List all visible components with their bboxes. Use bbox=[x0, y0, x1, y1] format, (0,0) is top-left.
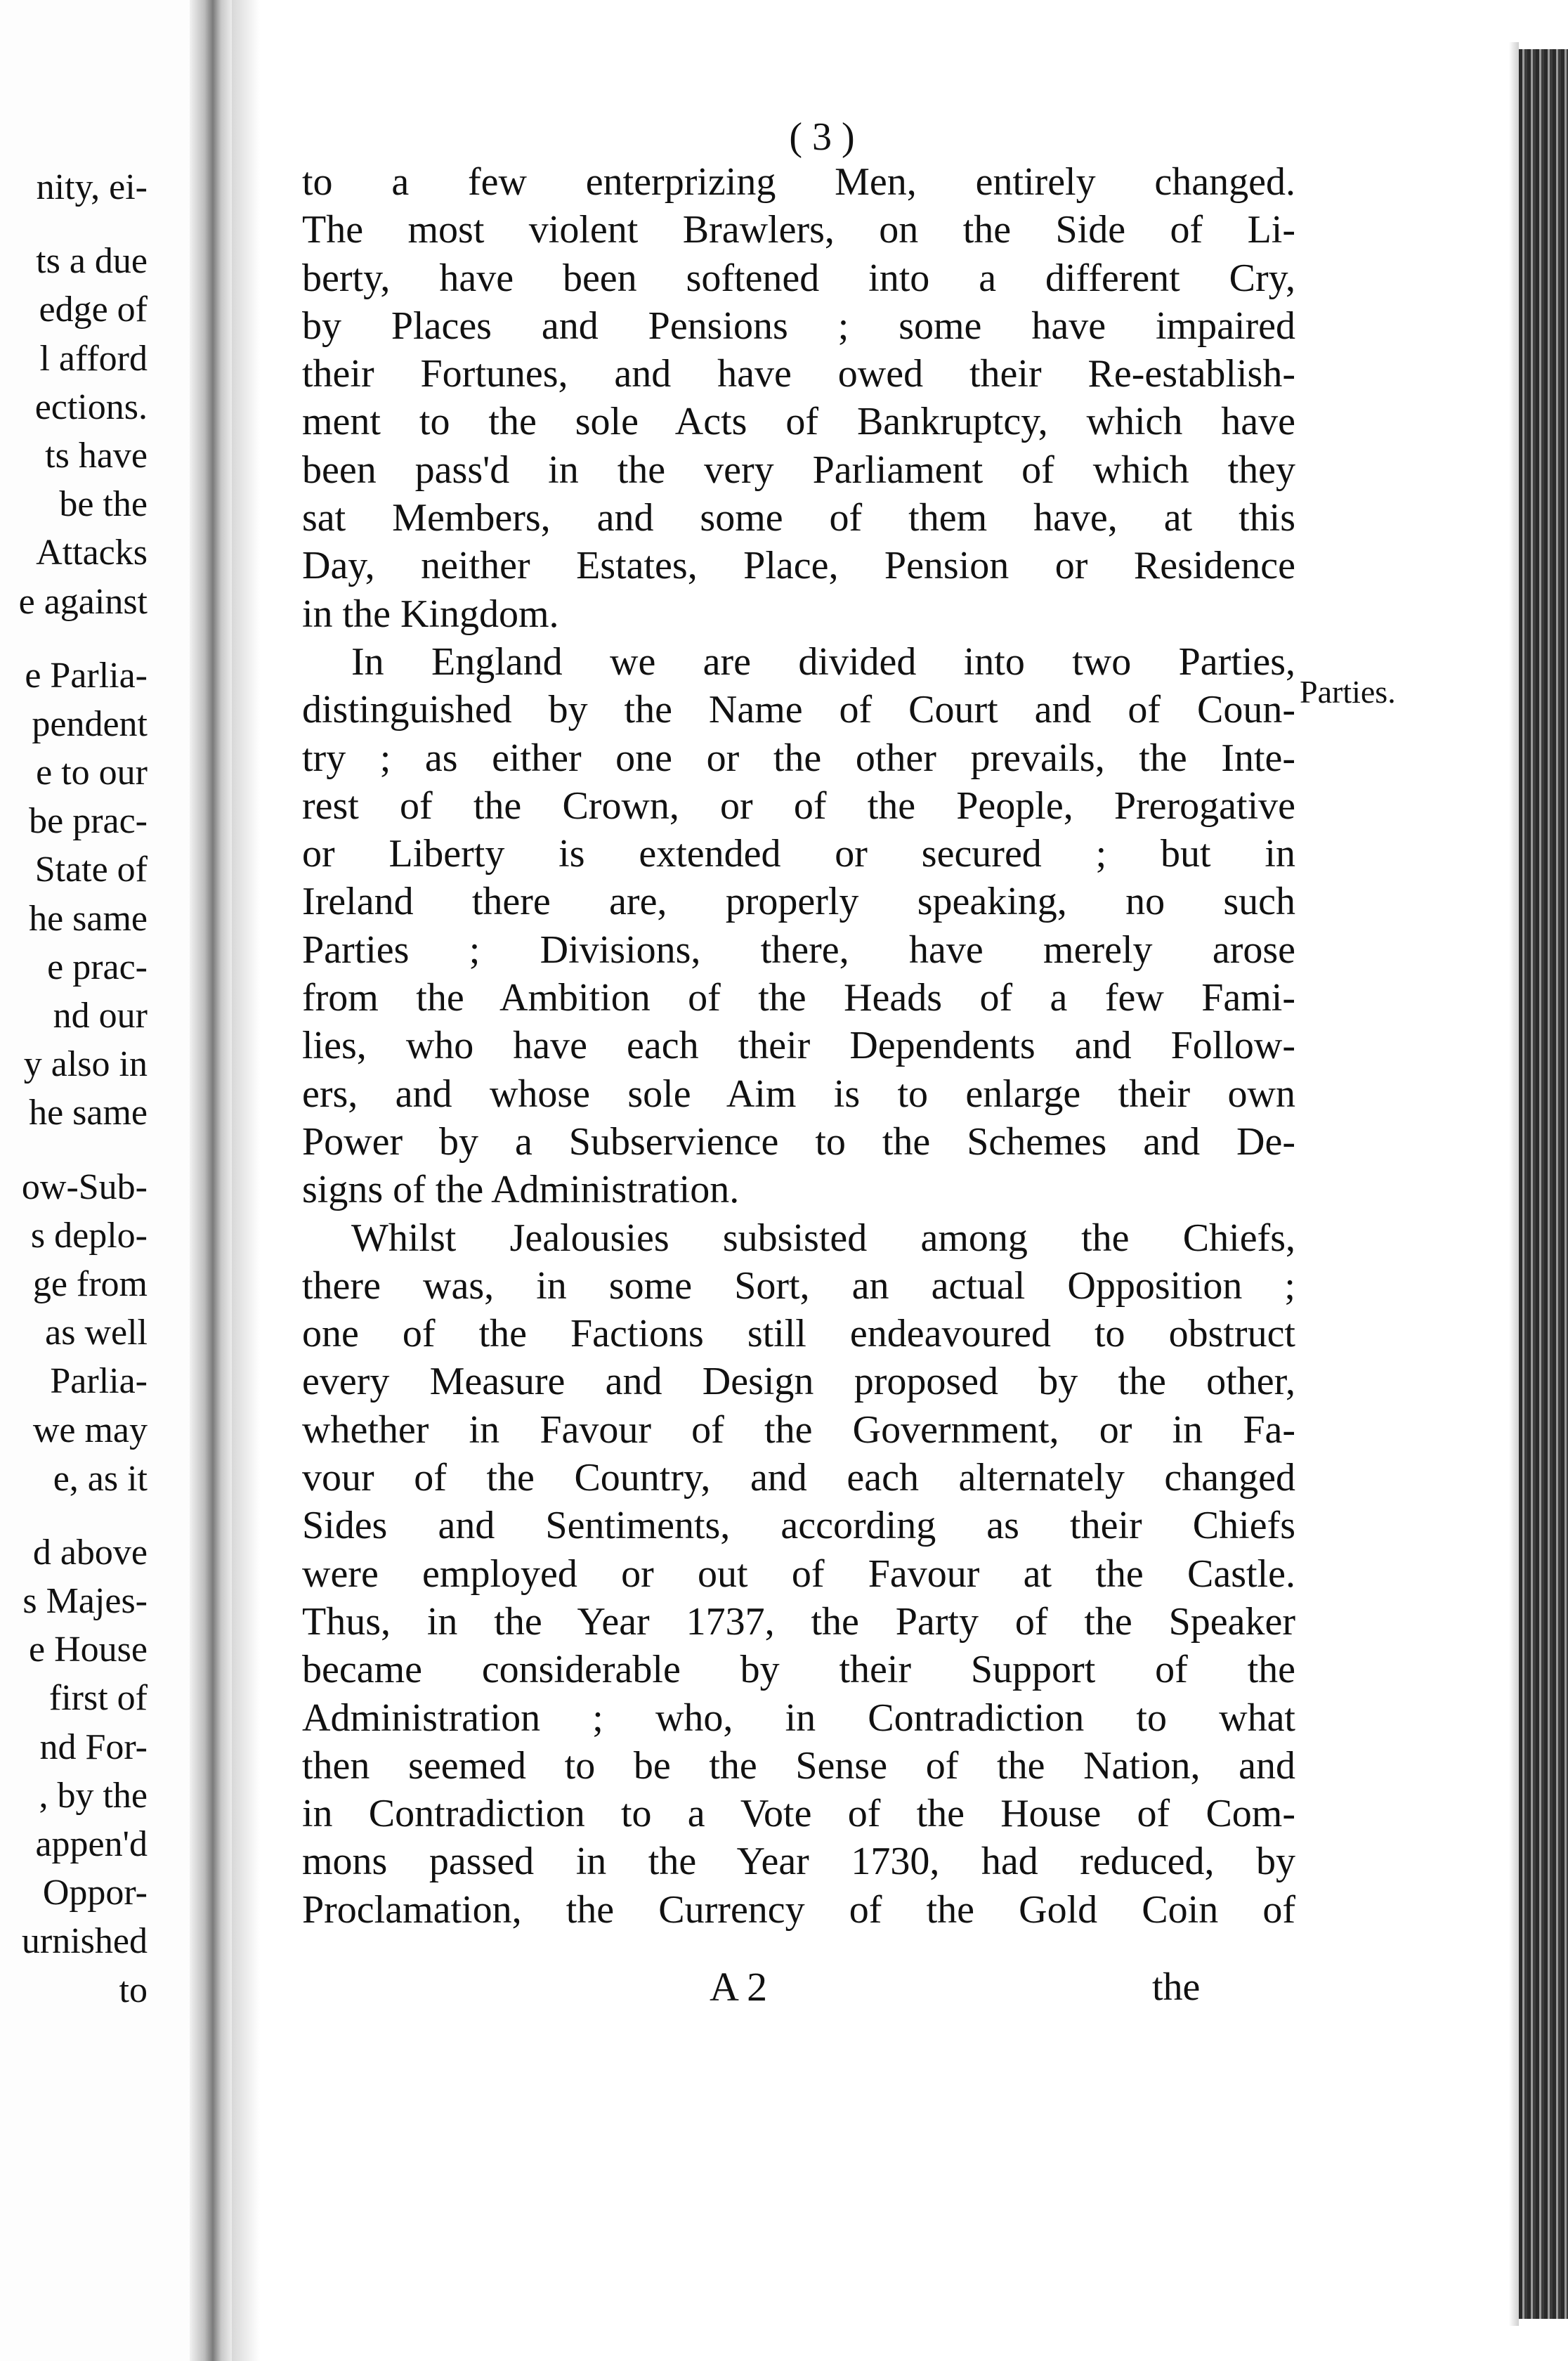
signature-mark: A 2 bbox=[710, 1964, 768, 2010]
text-line: to a few enterprizing Men, entirely changed. bbox=[302, 160, 1295, 204]
left-page-line: we may bbox=[32, 1410, 148, 1450]
left-page-line: pendent bbox=[32, 703, 148, 744]
page-fold-shadow bbox=[232, 0, 260, 2361]
text-line: lies, who have each their Dependents and Follow- bbox=[302, 1024, 1295, 1068]
text-line: Thus, in the Year 1737, the Party of the Speaker bbox=[302, 1599, 1295, 1644]
left-page-line: ow-Sub- bbox=[21, 1166, 148, 1207]
text-line: whether in Favour of the Government, or in Fa- bbox=[302, 1407, 1295, 1452]
left-page-line bbox=[0, 1503, 148, 1528]
text-line: or Liberty is extended or secured ; but in bbox=[302, 832, 1295, 876]
text-line: mons passed in the Year 1730, had reduced, by bbox=[302, 1840, 1295, 1884]
text-line: in the Kingdom. bbox=[302, 592, 559, 636]
text-line: Proclamation, the Currency of the Gold Coin of bbox=[302, 1887, 1295, 1932]
left-page-line: nd our bbox=[53, 996, 148, 1036]
left-page-line bbox=[0, 1138, 148, 1163]
text-line: ment to the sole Acts of Bankruptcy, which have bbox=[302, 400, 1295, 444]
left-page-line: as well bbox=[45, 1313, 148, 1353]
text-line: The most violent Brawlers, on the Side of Li- bbox=[302, 208, 1295, 252]
left-page-line: d above bbox=[32, 1532, 148, 1573]
left-page-line: l afford bbox=[39, 338, 148, 379]
text-line: Whilst Jealousies subsisted among the Chiefs, bbox=[351, 1216, 1295, 1260]
text-line: ers, and whose sole Aim is to enlarge their own bbox=[302, 1072, 1295, 1116]
left-page-line: s deplo- bbox=[30, 1215, 148, 1256]
text-line: try ; as either one or the other prevails, the Inte- bbox=[302, 736, 1295, 780]
left-page-line: first of bbox=[48, 1678, 148, 1719]
text-line: distinguished by the Name of Court and of Coun- bbox=[302, 688, 1295, 732]
left-page-line: be the bbox=[59, 484, 148, 525]
left-page-line: nd For- bbox=[39, 1726, 148, 1767]
left-page-line: urnished bbox=[21, 1921, 148, 1962]
page-stack-edge bbox=[1519, 49, 1568, 2319]
right-page bbox=[260, 0, 1510, 2361]
left-page-line: e Parlia- bbox=[25, 655, 148, 696]
text-line: by Places and Pensions ; some have impaired bbox=[302, 304, 1295, 348]
left-page-line: appen'd bbox=[35, 1824, 148, 1864]
left-page-line: State of bbox=[34, 850, 148, 890]
left-page-line: ections. bbox=[34, 386, 148, 427]
text-line: Ireland there are, properly speaking, no such bbox=[302, 880, 1295, 924]
left-page-line bbox=[0, 212, 148, 237]
text-line: berty, have been softened into a different Cry, bbox=[302, 256, 1295, 300]
left-page-text bbox=[0, 163, 148, 2015]
left-page-line: e against bbox=[18, 581, 148, 622]
left-page-line: Attacks bbox=[36, 533, 148, 573]
book-gutter bbox=[190, 0, 232, 2361]
left-page-line: , by the bbox=[39, 1775, 148, 1816]
left-page-line: edge of bbox=[39, 290, 148, 330]
text-line: been pass'd in the very Parliament of which they bbox=[302, 448, 1295, 492]
catchword: the bbox=[1152, 1965, 1201, 2009]
left-page-line: he same bbox=[29, 898, 148, 939]
text-line: Power by a Subservience to the Schemes and De- bbox=[302, 1119, 1295, 1164]
margin-note: Parties. bbox=[1300, 674, 1396, 710]
left-page-line: to bbox=[119, 1970, 148, 2010]
text-line: Sides and Sentiments, according as their Chiefs bbox=[302, 1504, 1295, 1548]
left-page-line: ge from bbox=[32, 1263, 148, 1304]
text-line: rest of the Crown, or of the People, Prerogative bbox=[302, 783, 1295, 828]
left-page-line: Parlia- bbox=[50, 1361, 148, 1402]
text-line: every Measure and Design proposed by the other, bbox=[302, 1360, 1295, 1404]
left-page-line: s Majes- bbox=[22, 1581, 148, 1622]
left-page-line: ts have bbox=[45, 435, 148, 476]
left-page-line: e to our bbox=[36, 753, 148, 793]
page-body-text bbox=[302, 158, 1295, 1934]
text-line: there was, in some Sort, an actual Opposition ; bbox=[302, 1263, 1295, 1308]
text-line: from the Ambition of the Heads of a few Fami- bbox=[302, 976, 1295, 1020]
text-line: In England we are divided into two Parties, bbox=[351, 639, 1295, 684]
page-edge-highlight bbox=[1509, 42, 1519, 2326]
text-line: were employed or out of Favour at the Castle. bbox=[302, 1552, 1295, 1596]
left-page-line: he same bbox=[29, 1093, 148, 1133]
left-page-line bbox=[0, 626, 148, 651]
left-page-line: e, as it bbox=[53, 1458, 148, 1499]
left-page-line: be prac- bbox=[29, 801, 148, 842]
text-line: their Fortunes, and have owed their Re-establish- bbox=[302, 352, 1295, 396]
text-line: became considerable by their Support of the bbox=[302, 1648, 1295, 1692]
text-line: Parties ; Divisions, there, have merely arose bbox=[302, 928, 1295, 972]
left-page-line: y also in bbox=[23, 1044, 148, 1085]
text-line: one of the Factions still endeavoured to obstruct bbox=[302, 1312, 1295, 1356]
page-number: ( 3 ) bbox=[789, 115, 855, 159]
text-line: Administration ; who, in Contradiction to what bbox=[302, 1696, 1295, 1740]
text-line: signs of the Administration. bbox=[302, 1168, 740, 1212]
left-page-line: e prac- bbox=[47, 947, 148, 987]
text-line: vour of the Country, and each alternately changed bbox=[302, 1456, 1295, 1500]
text-line: in Contradiction to a Vote of the House of Com- bbox=[302, 1792, 1295, 1836]
text-line: sat Members, and some of them have, at this bbox=[302, 496, 1295, 540]
left-page-line: e House bbox=[29, 1630, 148, 1670]
text-line: then seemed to be the Sense of the Nation, and bbox=[302, 1743, 1295, 1788]
left-page-line: Oppor- bbox=[42, 1873, 148, 1913]
text-line: Day, neither Estates, Place, Pension or Residence bbox=[302, 544, 1295, 588]
left-page-line: nity, ei- bbox=[36, 167, 148, 207]
left-page-line: ts a due bbox=[36, 241, 148, 282]
